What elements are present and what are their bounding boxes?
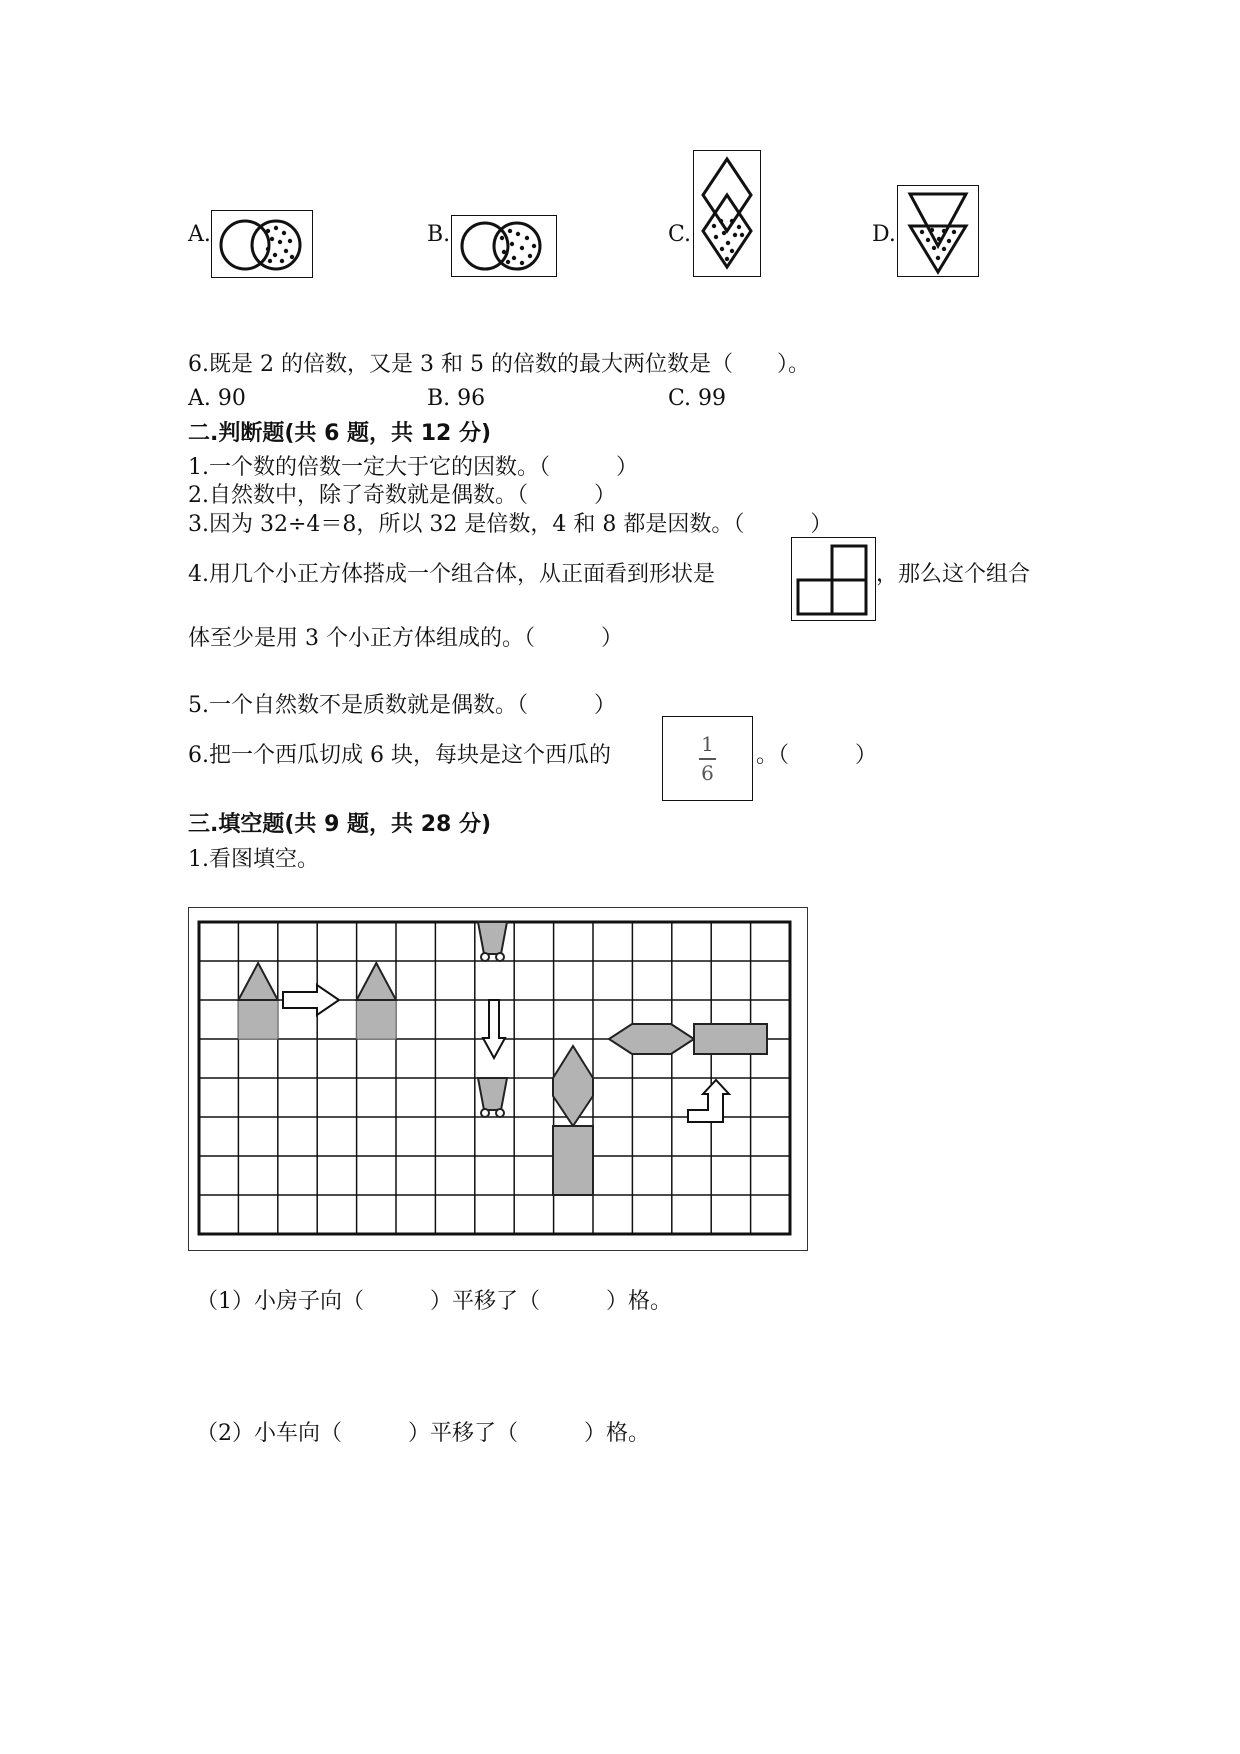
judge-q5: 5.一个自然数不是质数就是偶数。（ ） bbox=[188, 693, 616, 718]
fill-q1-sub2: （2）小车向（ ）平移了（ ）格。 bbox=[196, 1421, 650, 1446]
option-a-figure[interactable] bbox=[211, 210, 313, 278]
section2-title: 二.判断题(共 6 题，共 12 分) bbox=[188, 421, 492, 446]
option-a-label: A. bbox=[188, 222, 211, 247]
judge-q6-part2: 。（ ） bbox=[756, 743, 878, 768]
translation-grid-figure bbox=[188, 907, 808, 1251]
rotation-arrow bbox=[688, 1080, 729, 1122]
judge-q1: 1.一个数的倍数一定大于它的因数。（ ） bbox=[188, 455, 638, 480]
judge-q4-part3: 体至少是用 3 个小正方体组成的。（ ） bbox=[188, 626, 623, 651]
translate-right-arrow bbox=[283, 985, 339, 1015]
fraction-bar bbox=[699, 758, 716, 760]
option-c-label: C. bbox=[668, 222, 692, 247]
option-c-figure[interactable] bbox=[693, 150, 761, 277]
judge-q4-part2: ，那么这个组合 bbox=[876, 562, 1031, 587]
q6-option-a[interactable]: A. 90 bbox=[188, 386, 246, 411]
rotated-figure-vertical bbox=[553, 1046, 593, 1195]
front-view-figure bbox=[791, 537, 876, 621]
fraction-box bbox=[662, 716, 753, 801]
translate-down-arrow bbox=[483, 1000, 505, 1058]
option-d-figure[interactable] bbox=[897, 185, 979, 277]
q6-stem: 6.既是 2 的倍数，又是 3 和 5 的倍数的最大两位数是（ ）。 bbox=[188, 352, 810, 377]
judge-q6-part1: 6.把一个西瓜切成 6 块，每块是这个西瓜的 bbox=[188, 743, 611, 768]
fill-q1-sub1: （1）小房子向（ ）平移了（ ）格。 bbox=[196, 1289, 672, 1314]
option-d-label: D. bbox=[872, 222, 896, 247]
q6-option-c[interactable]: C. 99 bbox=[668, 386, 727, 411]
judge-q4-part1: 4.用几个小正方体搭成一个组合体，从正面看到形状是 bbox=[188, 562, 715, 587]
fill-q1: 1.看图填空。 bbox=[188, 847, 319, 872]
fraction-numerator: 1 bbox=[701, 732, 714, 756]
q6-option-b[interactable]: B. 96 bbox=[427, 386, 486, 411]
option-b-figure[interactable] bbox=[451, 215, 557, 277]
judge-q2: 2.自然数中，除了奇数就是偶数。（ ） bbox=[188, 483, 616, 508]
section3-title: 三.填空题(共 9 题，共 28 分) bbox=[188, 812, 492, 837]
fraction-denominator: 6 bbox=[701, 761, 714, 785]
judge-q3: 3.因为 32÷4＝8，所以 32 是倍数，4 和 8 都是因数。（ ） bbox=[188, 512, 833, 537]
house-translated bbox=[357, 963, 396, 1039]
car-original bbox=[478, 922, 507, 961]
house-original bbox=[238, 963, 277, 1039]
option-b-label: B. bbox=[427, 222, 451, 247]
car-translated bbox=[478, 1078, 507, 1117]
rotated-figure-horizontal bbox=[609, 1024, 767, 1054]
